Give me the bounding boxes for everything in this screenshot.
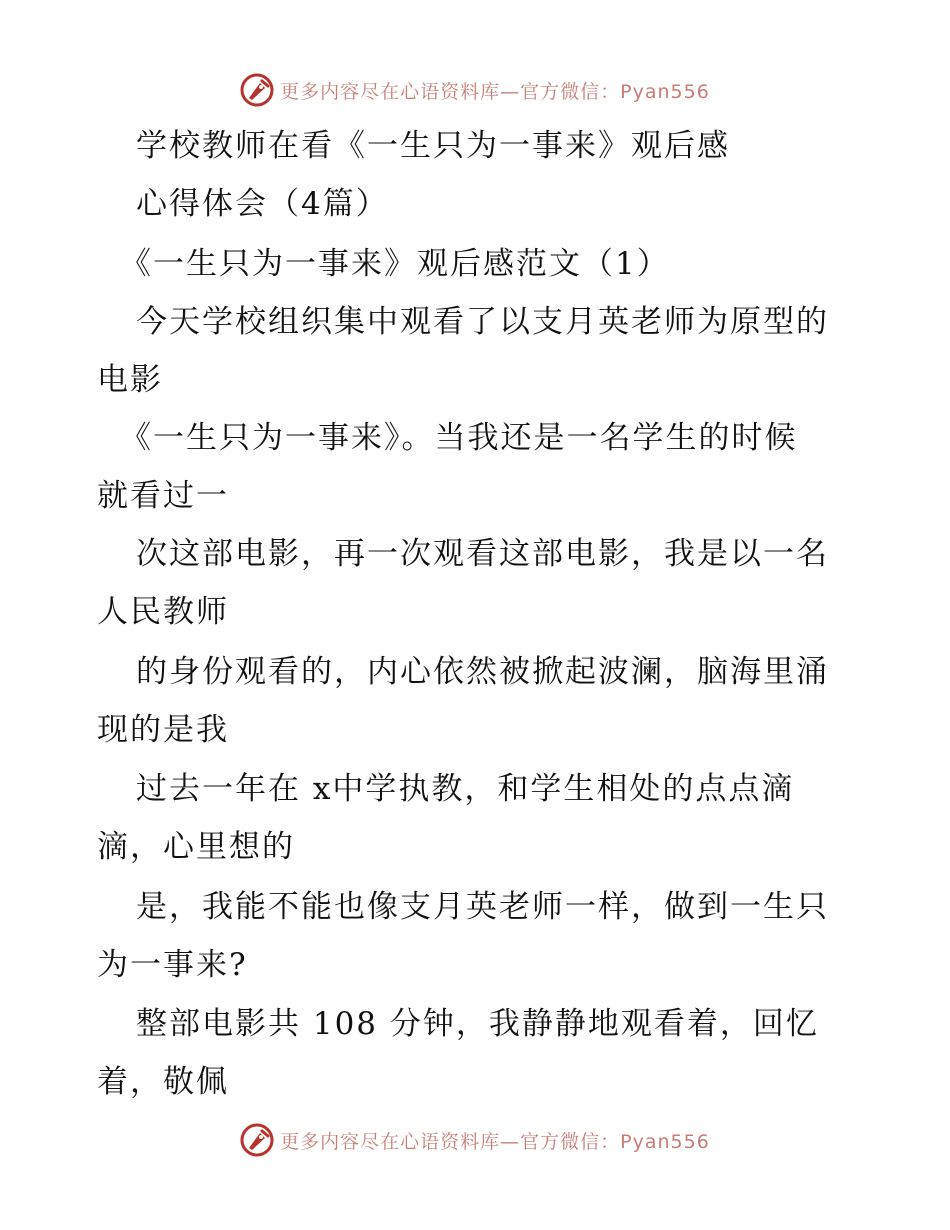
- footer-banner: [0, 1120, 950, 1160]
- paragraph-line: 就看过一: [97, 478, 229, 514]
- header-banner: [0, 70, 950, 110]
- paragraph-line: 人民教师: [97, 594, 229, 630]
- paragraph-line: 今天学校组织集中观看了以支月英老师为原型的: [136, 304, 829, 340]
- paragraph-line: 着，敬佩: [97, 1064, 229, 1100]
- document-title-line-1: 学校教师在看《一生只为一事来》观后感: [136, 128, 730, 164]
- paragraph-line: 的身份观看的，内心依然被掀起波澜，脑海里涌: [136, 654, 829, 690]
- section-heading: 《一生只为一事来》观后感范文（1）: [120, 246, 670, 282]
- footer-banner-text: 更多内容尽在心语资料库—官方微信：Pyan556: [280, 1130, 710, 1153]
- paragraph-line: 滴，心里想的: [97, 829, 295, 865]
- paragraph-line: 过去一年在 x中学执教，和学生相处的点点滴: [136, 771, 795, 807]
- paragraph-line: 为一事来?: [97, 947, 248, 983]
- header-banner-text: 更多内容尽在心语资料库—官方微信：Pyan556: [280, 80, 710, 103]
- paragraph-line: 电影: [97, 362, 163, 398]
- pen-nib-logo-icon: [240, 1123, 274, 1157]
- paragraph-line: 是，我能不能也像支月英老师一样，做到一生只: [136, 889, 829, 925]
- pen-nib-logo-icon: [240, 73, 274, 107]
- paragraph-line: 次这部电影，再一次观看这部电影，我是以一名: [136, 536, 829, 572]
- paragraph-line: 《一生只为一事来》。当我还是一名学生的时候: [120, 420, 798, 456]
- paragraph-line: 整部电影共 108 分钟，我静静地观看着，回忆: [136, 1006, 819, 1042]
- document-title-line-2: 心得体会（4篇）: [136, 186, 389, 222]
- paragraph-line: 现的是我: [97, 712, 229, 748]
